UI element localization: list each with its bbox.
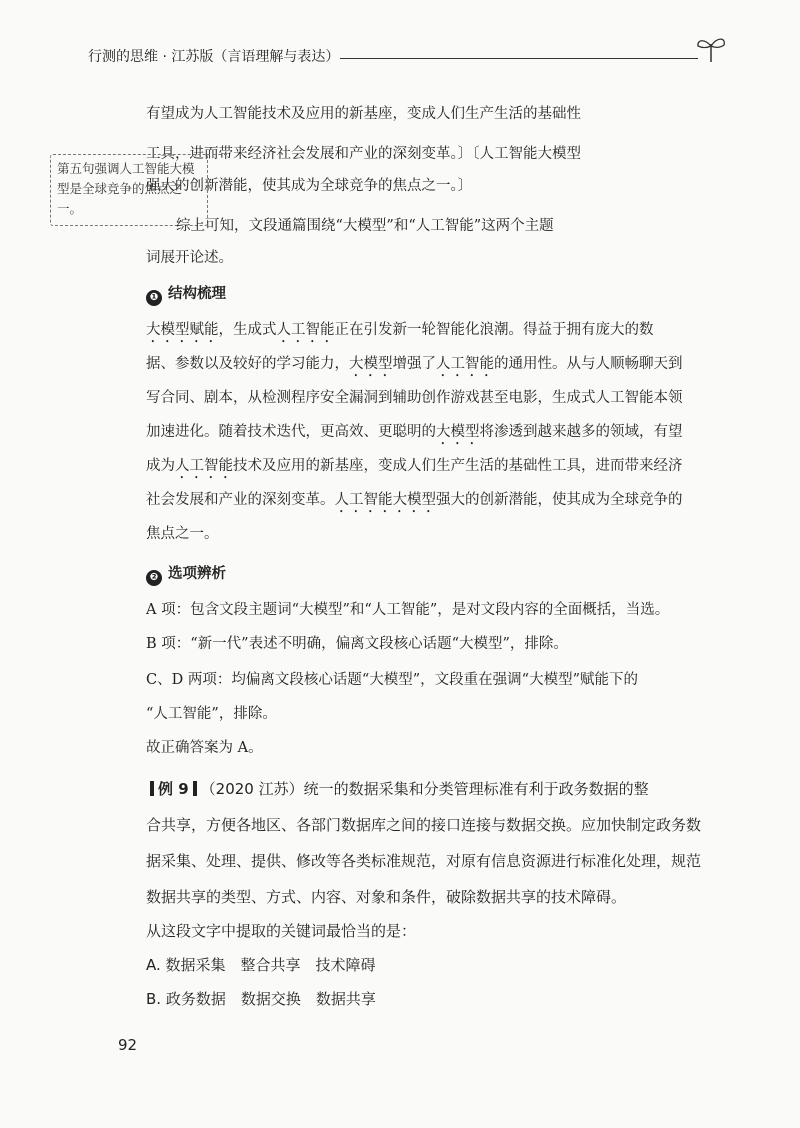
text-span: 正在引发新一轮智能化浪潮。得益于拥有庞大的数 [334, 322, 654, 338]
option-b-analysis: B 项：“新一代”表述不明确，偏离文段核心话题“大模型”，排除。 [146, 636, 568, 652]
header-title: 行测的思维 · 江苏版（言语理解与表达） [88, 49, 340, 65]
example-bracket-right [193, 781, 197, 796]
section-number-icon: ❷ [146, 570, 162, 586]
side-note: 第五句强调人工智能大模型是全球竞争的焦点之一。 [50, 154, 208, 226]
summary-line-2: 词展开论述。 [146, 250, 233, 266]
question-prompt: 从这段文字中提取的关键词最恰当的是： [146, 922, 417, 940]
text-span: （2020 江苏）统一的数据采集和分类管理标准有利于政务数据的整 [200, 780, 649, 798]
emphasis-keyword: 大模型 [436, 424, 480, 440]
structure-line-2 [146, 350, 716, 380]
example-bracket-left [150, 781, 154, 796]
structure-section-heading [146, 282, 226, 306]
option-a-analysis: A 项：包含文段主题词“大模型”和“人工智能”，是对文段内容的全面概括，当选。 [146, 602, 670, 618]
structure-section-title: 结构梳理 [168, 286, 226, 302]
structure-line-1 [146, 316, 716, 346]
side-note-connector [207, 154, 227, 155]
text-span: 的通用性。从与人顺畅聊天到 [494, 356, 683, 372]
correct-answer: 故正确答案为 A。 [146, 740, 263, 756]
options-section-heading [146, 562, 226, 586]
text-span: 成为 [146, 458, 175, 474]
text-span: 强大的创新潜能，使其成为全球竞争的 [436, 492, 683, 508]
text-span: 加速进化。随着技术迭代，更高效、更聪明的 [146, 424, 436, 440]
options-section-title: 选项辨析 [168, 566, 226, 582]
sprout-icon [694, 34, 728, 64]
example-line-2: 合共享，方便各地区、各部门数据库之间的接口连接与数据交换。应加快制定政务数 [146, 816, 702, 834]
example-label: 例 9 [158, 780, 189, 798]
structure-line-7: 焦点之一。 [146, 526, 219, 542]
text-span: 社会发展和产业的深刻变革。 [146, 492, 335, 508]
summary-line-1: 综上可知，文段通篇围绕“大模型”和“人工智能”这两个主题 [176, 218, 554, 234]
structure-line-6 [146, 486, 716, 516]
text-span: 将渗透到越来越多的领域，有望 [479, 424, 683, 440]
structure-line-4 [146, 418, 716, 448]
structure-line-3: 写合同、剧本，从检测程序安全漏洞到辅助创作游戏甚至电影，生成式人工智能本领 [146, 390, 683, 406]
top-paragraph-line-2: 工具，进而带来经济社会发展和产业的深刻变革。〕〔人工智能大模型 [146, 146, 581, 162]
emphasis-keyword: 人工智能大模型 [334, 492, 436, 508]
emphasis-keyword: 人工智能 [175, 458, 233, 474]
section-number-icon: ❶ [146, 290, 162, 306]
top-paragraph-line-1: 有望成为人工智能技术及应用的新基座，变成人们生产生活的基础性 [146, 106, 581, 122]
emphasis-keyword: 大模型赋能 [146, 322, 219, 338]
example-line-3: 据采集、处理、提供、修改等各类标准规范，对原有信息资源进行标准化处理，规范 [146, 852, 702, 870]
emphasis-keyword: 大模型 [349, 356, 393, 372]
structure-line-5 [146, 452, 716, 482]
answer-option-b: B. 政务数据 数据交换 数据共享 [146, 990, 376, 1008]
text-span: 据、参数以及较好的学习能力， [146, 356, 349, 372]
running-header [88, 40, 728, 72]
answer-option-a: A. 数据采集 整合共享 技术障碍 [146, 956, 376, 974]
example-line-1 [146, 774, 726, 804]
top-paragraph-line-3: 强大的创新潜能，使其成为全球竞争的焦点之一。〕 [146, 178, 473, 194]
option-cd-analysis-line-2: “人工智能”，排除。 [146, 706, 277, 722]
text-span: 技术及应用的新基座，变成人们生产生活的基础性工具，进而带来经济 [233, 458, 683, 474]
text-span: ，生成式 [218, 322, 277, 338]
text-span: 增强了 [392, 356, 436, 372]
emphasis-keyword: 人工智能 [276, 322, 335, 338]
header-rule [340, 58, 698, 59]
option-cd-analysis-line-1: C、D 两项：均偏离文段核心话题“大模型”，文段重在强调“大模型”赋能下的 [146, 672, 638, 688]
example-line-4: 数据共享的类型、方式、内容、对象和条件，破除数据共享的技术障碍。 [146, 888, 627, 906]
emphasis-keyword: 人工智能 [436, 356, 494, 372]
page-number: 92 [118, 1036, 138, 1054]
